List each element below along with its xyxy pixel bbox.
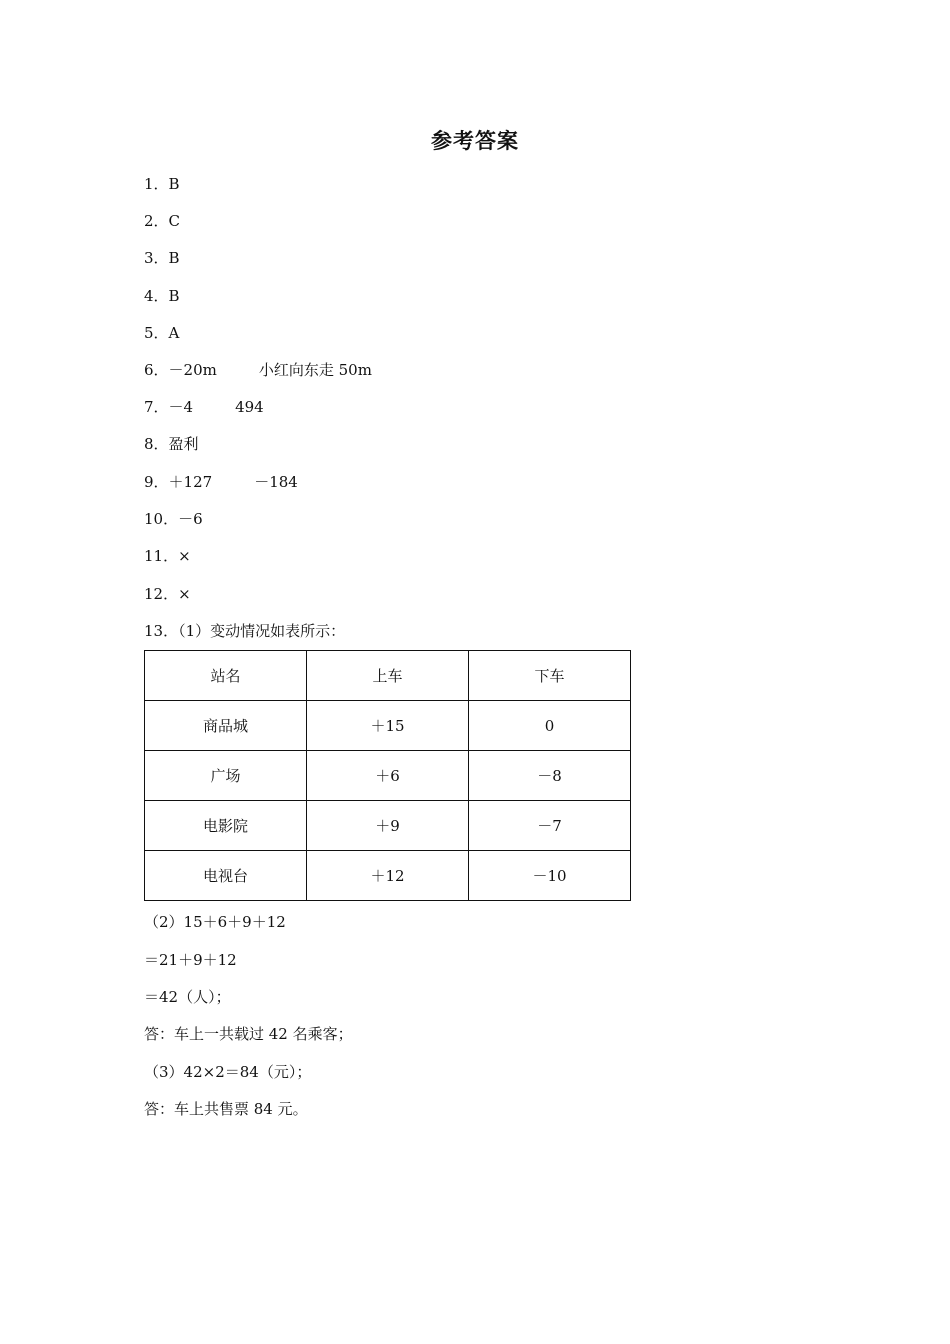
answer-line (144, 397, 264, 417)
answer-text: －20m (168, 361, 217, 379)
answer-line (144, 621, 345, 641)
answer-text: （1）变动情况如表所示： (178, 622, 346, 640)
answer-line (144, 323, 179, 343)
answer-line (144, 584, 191, 604)
answer-number: 4． (144, 287, 169, 305)
solution-line: 答：车上共售票 84 元。 (144, 1100, 308, 1118)
answer-text: ＋127 (168, 473, 213, 491)
answer-number: 6． (144, 361, 169, 379)
table-cell: －8 (469, 751, 631, 801)
answer-text: B (168, 287, 180, 305)
answer-text: 盈利 (168, 435, 199, 453)
solution-line: ＝21＋9＋12 (144, 951, 237, 969)
answer-text: × (178, 547, 191, 565)
answer-line (144, 434, 199, 454)
answer-number: 1． (144, 175, 169, 193)
answer-number: 5． (144, 324, 169, 342)
table-header-cell: 上车 (307, 651, 469, 701)
answer-number: 8． (144, 435, 169, 453)
table-row (145, 701, 631, 751)
answer-text: B (168, 249, 180, 267)
answer-text: －6 (178, 510, 203, 528)
answer-line (144, 174, 180, 194)
table-cell: ＋15 (307, 701, 469, 751)
answer-number: 7． (144, 398, 169, 416)
answer-line (144, 509, 203, 529)
answer-text: C (168, 212, 181, 230)
solution-line: （3）42×2＝84（元）； (144, 1063, 312, 1081)
answer-number: 10． (144, 510, 179, 528)
answer-number: 11． (144, 547, 179, 565)
table-cell: 广场 (145, 751, 307, 801)
answer-number: 2． (144, 212, 169, 230)
answer-number: 13． (144, 622, 179, 640)
answer-line (144, 360, 372, 380)
answer-text: －184 (254, 473, 298, 491)
solution-line: （2）15＋6＋9＋12 (144, 913, 286, 931)
answer-number: 9． (144, 473, 169, 491)
table-cell: 0 (469, 701, 631, 751)
table-cell: 电视台 (145, 851, 307, 901)
answer-line (144, 286, 180, 306)
answer-text: × (178, 585, 191, 603)
solution-line: 答：车上一共载过 42 名乘客； (144, 1025, 353, 1043)
table-cell: －10 (469, 851, 631, 901)
answer-line (144, 472, 298, 492)
table-header-cell: 站名 (145, 651, 307, 701)
table-row (145, 851, 631, 901)
table-cell: 商品城 (145, 701, 307, 751)
answer-number: 12． (144, 585, 179, 603)
solution-line: ＝42（人）； (144, 988, 231, 1006)
answer-text: B (168, 175, 180, 193)
answer-text: A (168, 324, 180, 342)
table-cell: 电影院 (145, 801, 307, 851)
answer-text: 小红向东走 50m (258, 361, 372, 379)
station-table (144, 650, 631, 901)
table-row (145, 751, 631, 801)
table-row (145, 801, 631, 851)
page-title: 参考答案 (431, 129, 519, 153)
answer-line (144, 248, 180, 268)
answer-text: 494 (235, 398, 264, 416)
table-cell: ＋9 (307, 801, 469, 851)
table-cell: ＋6 (307, 751, 469, 801)
answer-text: －4 (168, 398, 194, 416)
table-cell: －7 (469, 801, 631, 851)
table-header-row (145, 651, 631, 701)
answer-line (144, 546, 191, 566)
table-header-cell: 下车 (469, 651, 631, 701)
answer-number: 3． (144, 249, 169, 267)
answer-line (144, 211, 180, 231)
table-cell: ＋12 (307, 851, 469, 901)
